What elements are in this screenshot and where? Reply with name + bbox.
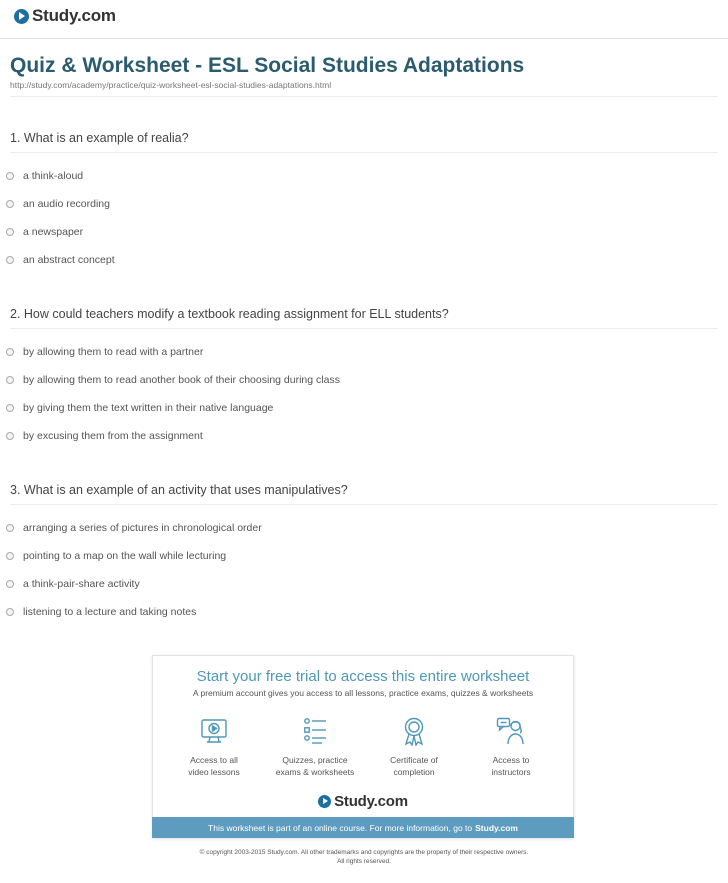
radio-icon[interactable] (6, 256, 14, 264)
promo-footer-bar (152, 817, 574, 838)
answer-option[interactable] (6, 254, 115, 266)
option-label: by giving them the text written in their native language (23, 402, 274, 414)
option-label: by allowing them to read another book of their choosing during class (23, 374, 340, 386)
answer-option[interactable] (6, 522, 262, 534)
logo-text: Study.com (32, 6, 116, 25)
feature-label: Quizzes, practice exams & worksheets (275, 755, 355, 777)
play-logo-icon (318, 795, 331, 808)
radio-icon[interactable] (6, 228, 14, 236)
feature-instructors (471, 716, 551, 778)
answer-option[interactable] (6, 430, 203, 442)
question-1 (10, 131, 718, 153)
copyright-notice (0, 848, 728, 866)
study-logo[interactable] (14, 6, 116, 26)
radio-icon[interactable] (6, 524, 14, 532)
logo-text: Study.com (334, 793, 408, 810)
feature-video-lessons (174, 716, 254, 778)
feature-label: Access to instructors (491, 755, 531, 777)
radio-icon[interactable] (6, 552, 14, 560)
page-title: Quiz & Worksheet - ESL Social Studies Adaptations (10, 54, 525, 77)
option-label: pointing to a map on the wall while lecturing (23, 550, 227, 562)
option-label: an audio recording (23, 198, 110, 210)
option-label: listening to a lecture and taking notes (23, 606, 197, 618)
feature-label: Access to all video lessons (188, 755, 240, 777)
option-label: by excusing them from the assignment (23, 430, 203, 442)
quiz-list-icon (300, 716, 330, 746)
instructor-icon (496, 716, 526, 746)
answer-option[interactable] (6, 346, 203, 358)
question-text: 2. How could teachers modify a textbook reading assignment for ELL students? (10, 307, 718, 329)
option-label: a newspaper (23, 226, 84, 238)
study-link[interactable]: Study.com (475, 822, 518, 833)
answer-option[interactable] (6, 606, 196, 618)
feature-label: Certificate of completion (390, 755, 438, 777)
title-divider (10, 96, 718, 97)
play-logo-icon (14, 9, 29, 24)
feature-quizzes (275, 716, 355, 778)
option-label: arranging a series of pictures in chronological order (23, 522, 262, 534)
answer-option[interactable] (6, 578, 140, 590)
header-divider (0, 38, 728, 39)
radio-icon[interactable] (6, 200, 14, 208)
video-lesson-icon (199, 716, 229, 746)
radio-icon[interactable] (6, 172, 14, 180)
radio-icon[interactable] (6, 608, 14, 616)
question-3 (10, 483, 718, 505)
copyright-line: © copyright 2003-2015 Study.com. All other trademarks and copyrights are the property of their respective owners. (199, 849, 529, 856)
copyright-line: All rights reserved. (337, 858, 391, 865)
question-text: 3. What is an example of an activity that uses manipulatives? (10, 483, 718, 505)
answer-option[interactable] (6, 170, 83, 182)
answer-option[interactable] (6, 198, 110, 210)
certificate-icon (399, 716, 429, 746)
option-label: by allowing them to read with a partner (23, 346, 204, 358)
option-label: a think-pair-share activity (23, 578, 140, 590)
radio-icon[interactable] (6, 376, 14, 384)
radio-icon[interactable] (6, 580, 14, 588)
page-url: http://study.com/academy/practice/quiz-worksheet-esl-social-studies-adaptations.html (10, 80, 332, 90)
option-label: an abstract concept (23, 254, 115, 266)
answer-option[interactable] (6, 402, 273, 414)
promo-headline[interactable]: Start your free trial to access this entire worksheet (196, 668, 530, 685)
feature-certificate (374, 716, 454, 778)
promo-bar-text: This worksheet is part of an online course. For more information, go to (208, 822, 473, 833)
radio-icon[interactable] (6, 348, 14, 356)
radio-icon[interactable] (6, 404, 14, 412)
radio-icon[interactable] (6, 432, 14, 440)
question-text: 1. What is an example of realia? (10, 131, 718, 153)
promo-subheadline: A premium account gives you access to all lessons, practice exams, quizzes & worksheets (192, 688, 534, 698)
free-trial-promo (152, 655, 574, 838)
option-label: a think-aloud (23, 170, 84, 182)
answer-option[interactable] (6, 226, 83, 238)
promo-study-logo[interactable] (153, 793, 573, 810)
answer-option[interactable] (6, 550, 226, 562)
answer-option[interactable] (6, 374, 340, 386)
question-2 (10, 307, 718, 329)
